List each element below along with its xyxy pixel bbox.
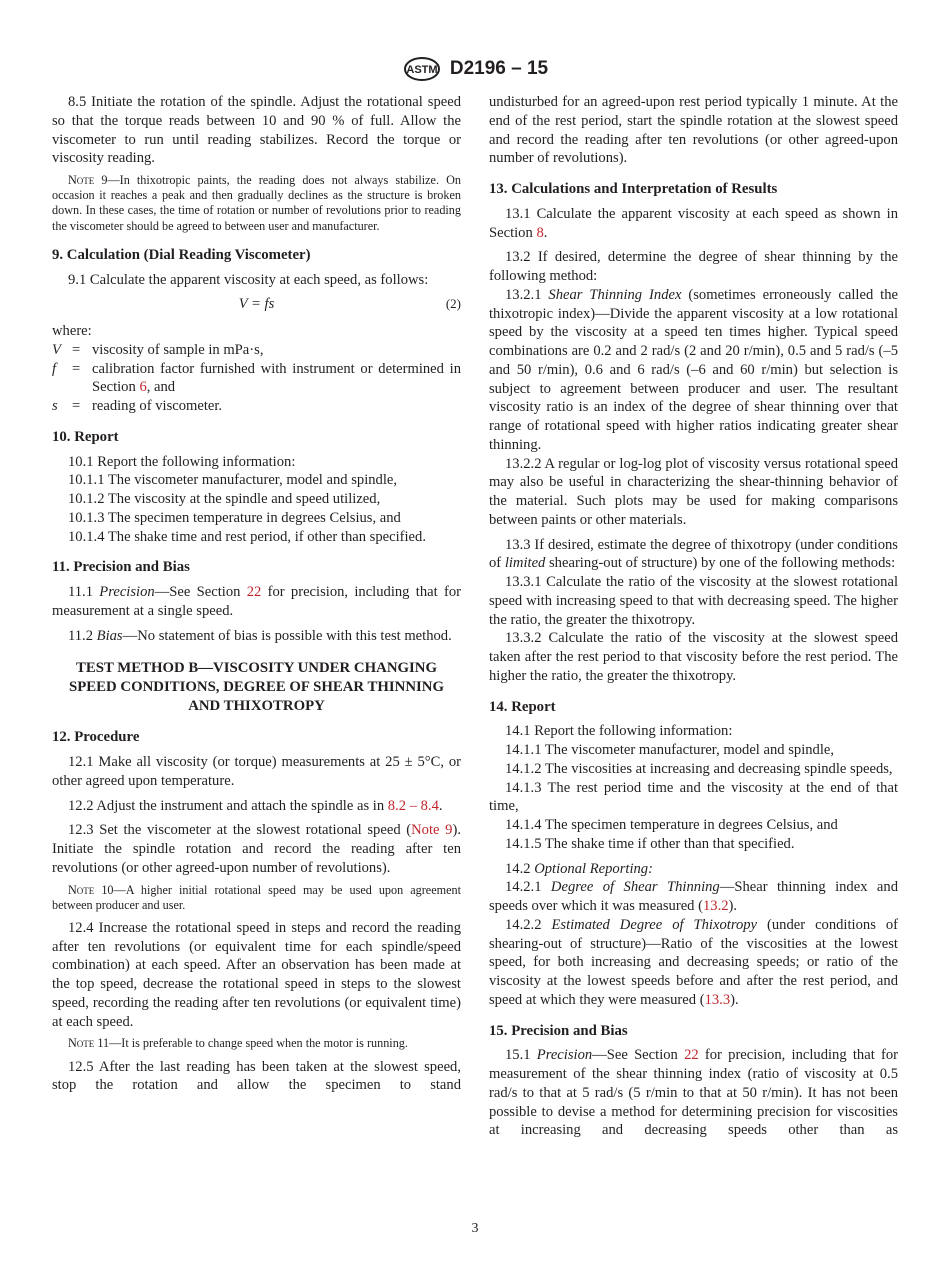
- text-run: 14.1.2 The viscosities at increasing and decreasing spindle speeds,: [505, 760, 893, 777]
- right-column: [489, 93, 898, 1140]
- section-heading: [52, 428, 461, 447]
- paragraph: [52, 453, 461, 472]
- test-method-heading: [62, 659, 451, 716]
- paragraph: [52, 471, 461, 490]
- italic-term: limited: [504, 555, 546, 572]
- paragraph: [52, 509, 461, 528]
- note-label: Note: [68, 1036, 95, 1051]
- text-run: 12.3 Set the viscometer at the slowest rotational speed (: [68, 822, 412, 839]
- paragraph: [489, 536, 898, 574]
- italic-term: Bias: [96, 627, 123, 644]
- text-run: .: [438, 797, 443, 814]
- paragraph: [489, 835, 898, 854]
- text-run: TEST METHOD B—VISCOSITY UNDER CHANGING SPEED CONDITIONS, DEGREE OF SHEAR THINNING AND THIXOTROPY: [69, 660, 444, 715]
- cross-reference-link[interactable]: 6: [139, 379, 147, 396]
- equals-sign: =: [72, 360, 81, 377]
- text-run: 10.1.3 The specimen temperature in degrees Celsius, and: [68, 509, 401, 526]
- text-run: 12. Procedure: [52, 729, 140, 746]
- paragraph: [52, 919, 461, 1032]
- text-run: —No statement of bias is possible with this test method.: [122, 627, 452, 644]
- text-run: viscosity of sample in mPa·s,: [92, 341, 264, 358]
- svg-text:ASTM: ASTM: [406, 64, 438, 76]
- italic-term: Degree of Shear Thinning: [550, 879, 720, 896]
- text-run: 13.2.1: [505, 286, 549, 303]
- equals-sign: =: [72, 341, 81, 358]
- cross-reference-link[interactable]: 8.2 – 8.4: [387, 797, 439, 814]
- paragraph: [52, 528, 461, 547]
- text-run: 9. Calculation (Dial Reading Viscometer): [52, 246, 311, 263]
- paragraph: [489, 779, 898, 817]
- text-run: , and: [146, 379, 176, 396]
- cross-reference-link[interactable]: 8: [536, 224, 544, 241]
- text-run: reading of viscometer.: [92, 398, 223, 415]
- text-run: V = fs: [238, 296, 275, 313]
- text-run: ).: [730, 991, 739, 1008]
- paragraph: [489, 205, 898, 243]
- text-run: 12.2 Adjust the instrument and attach the spindle as in: [68, 797, 388, 814]
- section-heading: [489, 180, 898, 199]
- note: [52, 883, 461, 913]
- text-run: 14. Report: [489, 698, 556, 715]
- text-run: shearing-out of structure) by one of the following methods:: [545, 555, 896, 572]
- paragraph: [489, 816, 898, 835]
- document-designation: D2196 – 15: [449, 58, 549, 79]
- italic-term: Precision: [536, 1047, 593, 1064]
- paragraph: [52, 1058, 461, 1096]
- paragraph: [52, 490, 461, 509]
- paragraph: [489, 878, 898, 916]
- text-run: 13.2 If desired, determine the degree of shear thinning by the following method:: [489, 249, 898, 284]
- text-run: 9—In thixotropic paints, the reading does not always stabilize. On occasion it reaches a peak and then gradually declines as the structure is broken down. In these cases, the time of rotation or number of revolutions prior to reading the viscometer should be agreed to between user and manufacturer.: [52, 173, 461, 233]
- equation: [52, 295, 461, 314]
- text-run: 13.3.2 Calculate the ratio of the viscosity at the slowest speed taken after the rest period to that viscosity before the rest period. The higher the ratio, the greater the thixotropy.: [489, 630, 898, 684]
- text-run: ).: [728, 898, 738, 914]
- paragraph: [489, 455, 898, 530]
- variable-description: [92, 397, 461, 416]
- text-run: (under conditions of shearing-out of structure)—Ratio of the viscosities at the lowest speed, for both increasing and decreasing speeds; or ratio of the viscosity at the lowest speeds before and after the rest period, and speed at which they were measured (: [489, 916, 899, 1008]
- paragraph: [489, 629, 898, 685]
- paragraph: [489, 286, 898, 455]
- text-run: 15. Precision and Bias: [489, 1022, 628, 1039]
- text-run: 10.1 Report the following information:: [68, 453, 296, 470]
- text-run: ). Initiate the spindle rotation and record the reading after ten revolutions (or other agreed-upon number of revolutions).: [52, 822, 461, 876]
- cross-reference-link[interactable]: Note 9: [411, 822, 453, 839]
- text-run: calibration factor furnished with instrument or determined in Section: [92, 360, 461, 396]
- left-column: [52, 93, 461, 1095]
- text-run: 11—It is preferable to change speed when the motor is running.: [94, 1036, 408, 1051]
- text-run: 8.5 Initiate the rotation of the spindle. Adjust the rotational speed so that the torque reads between 10 and 90 % of full. Allow the viscometer to run until reading stabilizes. Record the torque or viscosity reading.: [52, 94, 461, 167]
- text-run: 14.1 Report the following information:: [505, 723, 733, 740]
- text-run: undisturbed for an agreed-upon rest period typically 1 minute. At the end of the rest period, start the spindle rotation at the slowest speed and record the reading after ten revolutions (or other agreed-upon number of revolutions).: [489, 94, 898, 167]
- paragraph: [489, 722, 898, 741]
- text-run: 10.1.4 The shake time and rest period, if other than specified.: [68, 528, 426, 545]
- variable-symbol: s: [52, 398, 58, 415]
- text-run: 10.1.2 The viscosity at the spindle and speed utilized,: [68, 491, 381, 508]
- section-heading: [52, 558, 461, 577]
- italic-term: Precision: [99, 584, 155, 601]
- text-run: 13.3.1 Calculate the ratio of the viscosity at the slowest rotational speed with increasing speed to that with decreasing speed. The higher the ratio, the greater the thixotropy.: [489, 574, 898, 628]
- paragraph: [489, 860, 898, 879]
- variable-definition: [52, 341, 461, 360]
- section-heading: [489, 1022, 898, 1041]
- text-run: 11.2: [68, 627, 97, 644]
- variable-description: [92, 360, 461, 398]
- note: [52, 173, 461, 234]
- text-run: 10. Report: [52, 428, 119, 445]
- section-heading: [489, 698, 898, 717]
- cross-reference-link[interactable]: 13.3: [704, 991, 731, 1008]
- section-heading: [52, 728, 461, 747]
- text-run: 9.1 Calculate the apparent viscosity at each speed, as follows:: [68, 271, 429, 288]
- where-label: [52, 322, 461, 341]
- note-label: Note: [68, 882, 95, 897]
- text-run: (sometimes erroneously called the thixotropic index)—Divide the apparent viscosity at a low rotational speed by the viscosity at a speed ten times higher. Typical speed combinations are 0.2 and 2 rad/s (2 and 20 r/min), 0.5 and 5 rad/s (–5 and 50 r/min), 0.6 and 6 rad/s (–6 and 60 r/min) but selection is subject to agreement between producer and user. The resultant viscosity ratio is an index of the degree of shear thinning over that range of rotational speed with higher ratios indicating greater shear thinning.: [489, 286, 899, 453]
- text-run: 14.2: [505, 860, 535, 877]
- text-run: —Shear thinning index and speeds over which it was measured (: [489, 879, 898, 914]
- paragraph: [489, 760, 898, 779]
- text-run: 10—A higher initial rotational speed may be used upon agreement between producer and user.: [52, 882, 461, 912]
- text-run: for precision, including that for measurement of the shear thinning index (ratio of viscosity at 0.5 rad/s to that at 5 rad/s (5 r/min to that at 50 r/min). It has not been possible to devise a method for determining precision for viscosities at increasing and decreasing speeds other than as: [489, 1047, 898, 1139]
- paragraph: [489, 573, 898, 629]
- paragraph: [52, 583, 461, 621]
- text-run: 14.1.1 The viscometer manufacturer, model and spindle,: [505, 742, 835, 758]
- text-run: .: [543, 224, 548, 241]
- text-run: 14.1.3 The rest period time and the viscosity at the end of that time,: [489, 779, 898, 815]
- page-number: 3: [471, 1221, 479, 1236]
- paragraph: [52, 821, 461, 877]
- variable-definition: [52, 397, 461, 416]
- section-heading: [52, 246, 461, 265]
- cross-reference-link[interactable]: 22: [246, 584, 262, 601]
- text-run: 12.4 Increase the rotational speed in steps and record the reading after ten revolutions (or equivalent time for each spindle/speed combination) at each speed. After an observation has been made at the top speed, decrease the rotational speed in steps to the slowest speed, recording the reading after ten revolutions (or equivalent time) at each speed.: [52, 919, 461, 1030]
- text-run: 10.1.1 The viscometer manufacturer, model and spindle,: [68, 472, 398, 489]
- paragraph: [52, 271, 461, 290]
- astm-logo-icon: [402, 56, 442, 82]
- paragraph: [489, 741, 898, 760]
- text-run: 14.2.2: [505, 916, 552, 933]
- cross-reference-link[interactable]: 22: [684, 1047, 699, 1064]
- text-run: 14.1.5 The shake time if other than that specified.: [505, 835, 795, 852]
- italic-term: Optional Reporting:: [534, 860, 653, 877]
- page-header: [0, 56, 950, 82]
- text-run: 14.2.1: [505, 879, 551, 896]
- italic-term: Estimated Degree of Thixotropy: [551, 916, 758, 933]
- variable-symbol: V: [52, 341, 61, 358]
- text-run: 11.1: [68, 584, 100, 601]
- text-run: 13.1 Calculate the apparent viscosity at each speed as shown in Section: [489, 205, 898, 241]
- paragraph: [489, 1046, 898, 1140]
- paragraph: [52, 627, 461, 646]
- equation-number: (2): [445, 296, 461, 312]
- paragraph: [489, 248, 898, 286]
- text-run: 13. Calculations and Interpretation of Results: [489, 181, 778, 197]
- text-run: —See Section: [592, 1047, 685, 1064]
- text-run: 15.1: [505, 1047, 537, 1064]
- text-run: 14.1.4 The specimen temperature in degrees Celsius, and: [505, 817, 838, 833]
- variable-symbol: f: [52, 360, 57, 377]
- text-run: 12.1 Make all viscosity (or torque) measurements at 25 ± 5°C, or other agreed upon temperature.: [52, 754, 461, 789]
- paragraph: [489, 916, 898, 1010]
- note-label: Note: [68, 173, 95, 187]
- paragraph: [52, 753, 461, 791]
- text-run: 12.5 After the last reading has been taken at the slowest speed, stop the rotation and allow the specimen to stand: [52, 1058, 461, 1094]
- variable-definition: [52, 360, 461, 398]
- italic-term: Shear Thinning Index: [548, 286, 682, 303]
- equals-sign: =: [72, 398, 81, 415]
- paragraph: [52, 93, 461, 168]
- text-run: for precision, including that for measurement at a single speed.: [52, 584, 461, 619]
- text-run: 13.2.2 A regular or log-log plot of viscosity versus rotational speed may also be useful in characterizing the shear-thinning behavior of the material. Such plots may be used for making comparisons between paints or other materials.: [489, 455, 898, 528]
- text-run: 13.3 If desired, estimate the degree of thixotropy (under conditions of: [489, 536, 898, 572]
- variable-description: [92, 341, 461, 360]
- text-run: where:: [52, 323, 92, 340]
- text-run: 11. Precision and Bias: [52, 559, 190, 576]
- paragraph: [52, 797, 461, 816]
- cross-reference-link[interactable]: 13.2: [702, 898, 729, 914]
- paragraph: [489, 93, 898, 168]
- note: [52, 1036, 461, 1051]
- text-run: —See Section: [154, 584, 247, 601]
